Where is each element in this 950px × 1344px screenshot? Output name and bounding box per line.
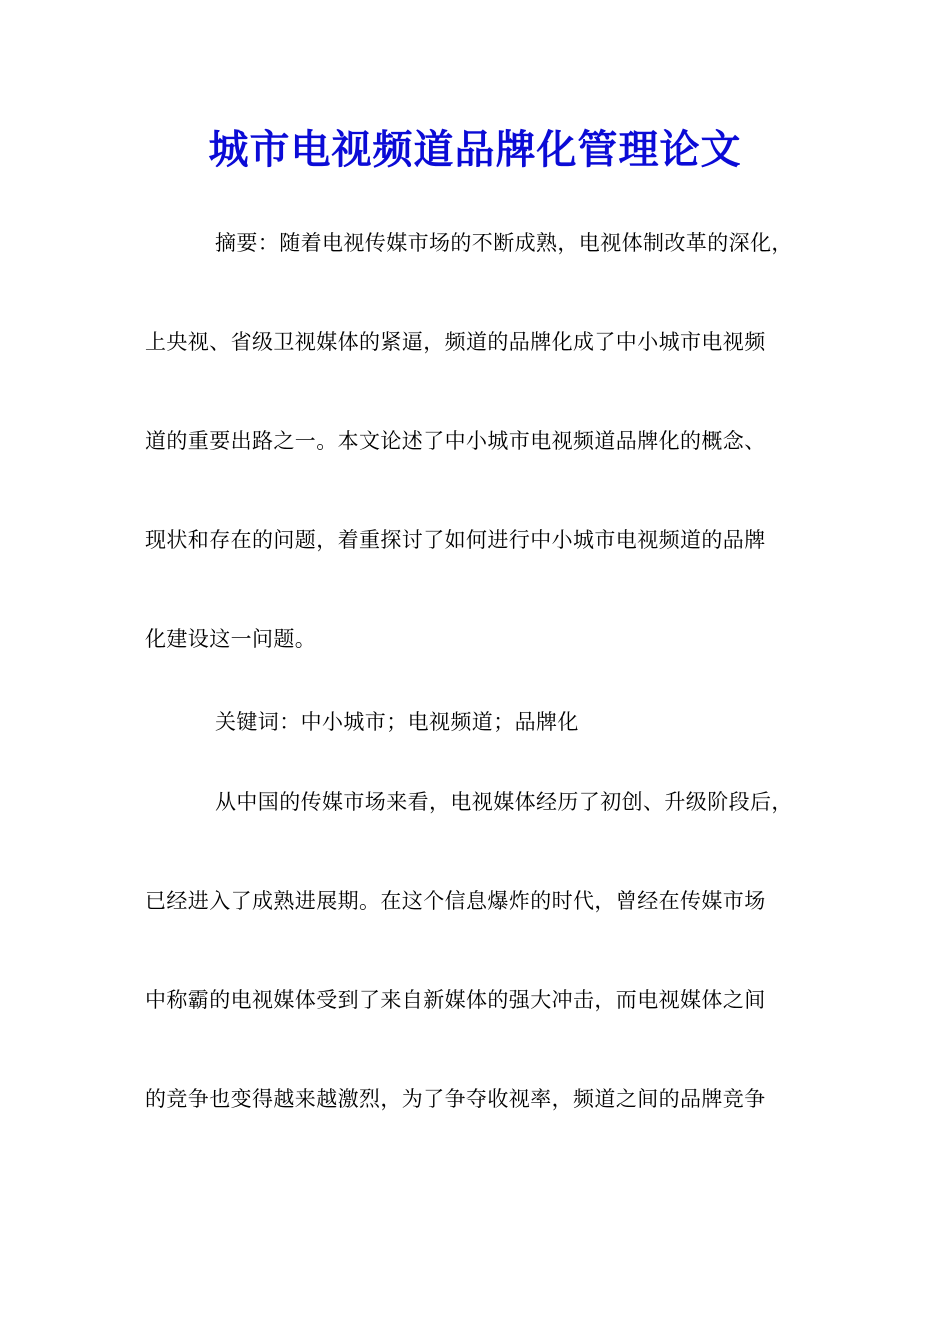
abstract-line-3: 道的重要出路之一。本文论述了中小城市电视频道品牌化的概念、 — [145, 429, 766, 453]
abstract-line-4: 现状和存在的问题，着重探讨了如何进行中小城市电视频道的品牌 — [145, 528, 766, 552]
body-line-4: 的竞争也变得越来越激烈，为了争夺收视率，频道之间的品牌竞争 — [145, 1087, 766, 1111]
abstract-line-1: 摘要：随着电视传媒市场的不断成熟，电视体制改革的深化， — [215, 231, 793, 255]
keywords-line: 关键词：中小城市；电视频道；品牌化 — [215, 710, 579, 734]
abstract-line-2: 上央视、省级卫视媒体的紧逼，频道的品牌化成了中小城市电视频 — [145, 330, 766, 354]
body-line-2: 已经进入了成熟进展期。在这个信息爆炸的时代，曾经在传媒市场 — [145, 889, 766, 913]
body-line-1: 从中国的传媒市场来看，电视媒体经历了初创、升级阶段后， — [215, 790, 793, 814]
abstract-line-5: 化建设这一问题。 — [145, 627, 317, 651]
body-line-3: 中称霸的电视媒体受到了来自新媒体的强大冲击，而电视媒体之间 — [145, 988, 766, 1012]
document-title: 城市电视频道品牌化管理论文 — [208, 126, 742, 173]
